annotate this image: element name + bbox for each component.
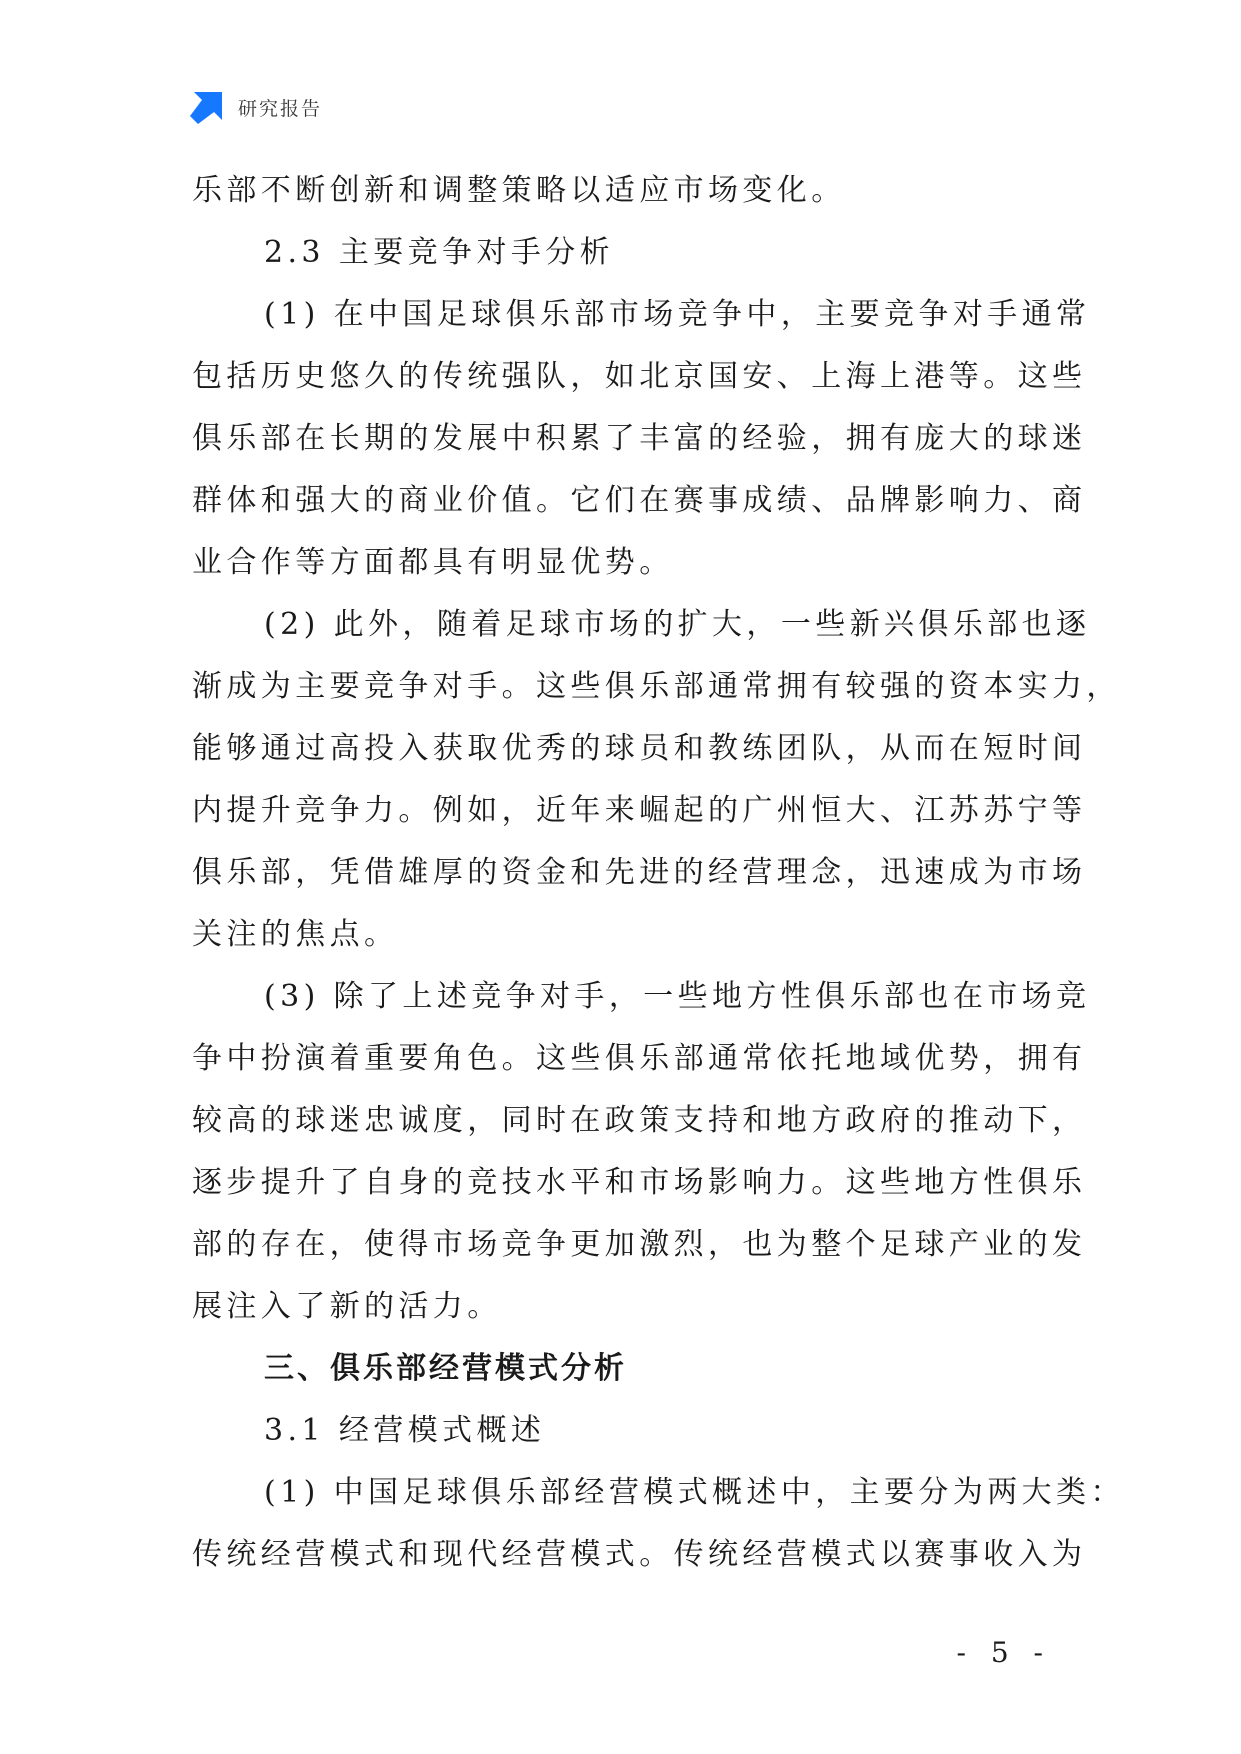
text-line: (1) 中国足球俱乐部经营模式概述中，主要分为两大类： <box>264 1475 1125 1510</box>
text-line: 俱乐部在长期的发展中积累了丰富的经验，拥有庞大的球迷 <box>192 421 1087 456</box>
text-line: 关注的焦点。 <box>192 917 399 952</box>
page-header <box>190 90 322 124</box>
text-line: 内提升竞争力。例如，近年来崛起的广州恒大、江苏苏宁等 <box>192 793 1087 828</box>
text-line: (2) 此外，随着足球市场的扩大，一些新兴俱乐部也逐 <box>264 607 1091 642</box>
text-line: (3) 除了上述竞争对手，一些地方性俱乐部也在市场竞 <box>264 979 1091 1014</box>
text-line: 争中扮演着重要角色。这些俱乐部通常依托地域优势，拥有 <box>192 1041 1087 1076</box>
body-text <box>192 160 1125 1586</box>
text-line: 部的存在，使得市场竞争更加激烈，也为整个足球产业的发 <box>192 1227 1087 1262</box>
text-line: 传统经营模式和现代经营模式。传统经营模式以赛事收入为 <box>192 1537 1087 1572</box>
text-line: 逐步提升了自身的竞技水平和市场影响力。这些地方性俱乐 <box>192 1165 1087 1200</box>
page-number: - 5 - <box>956 1636 1051 1669</box>
text-line: 展注入了新的活力。 <box>192 1289 502 1324</box>
header-title: 研究报告 <box>238 97 323 120</box>
text-line: 3.1 经营模式概述 <box>264 1413 546 1448</box>
text-line: 乐部不断创新和调整策略以适应市场变化。 <box>192 173 846 208</box>
text-line: (1) 在中国足球俱乐部市场竞争中，主要竞争对手通常 <box>264 297 1091 332</box>
text-line: 俱乐部，凭借雄厚的资金和先进的经营理念，迅速成为市场 <box>192 855 1087 890</box>
text-line: 能够通过高投入获取优秀的球员和教练团队，从而在短时间 <box>192 731 1087 766</box>
text-line: 业合作等方面都具有明显优势。 <box>192 545 674 580</box>
text-line: 渐成为主要竞争对手。这些俱乐部通常拥有较强的资本实力， <box>192 669 1121 704</box>
section-heading: 三、俱乐部经营模式分析 <box>264 1351 627 1386</box>
text-line: 群体和强大的商业价值。它们在赛事成绩、品牌影响力、商 <box>192 483 1087 518</box>
text-line: 2.3 主要竞争对手分析 <box>264 235 615 270</box>
text-line: 包括历史悠久的传统强队，如北京国安、上海上港等。这些 <box>192 359 1087 394</box>
text-line: 较高的球迷忠诚度，同时在政策支持和地方政府的推动下， <box>192 1103 1087 1138</box>
arrow-up-right-icon <box>190 90 224 124</box>
